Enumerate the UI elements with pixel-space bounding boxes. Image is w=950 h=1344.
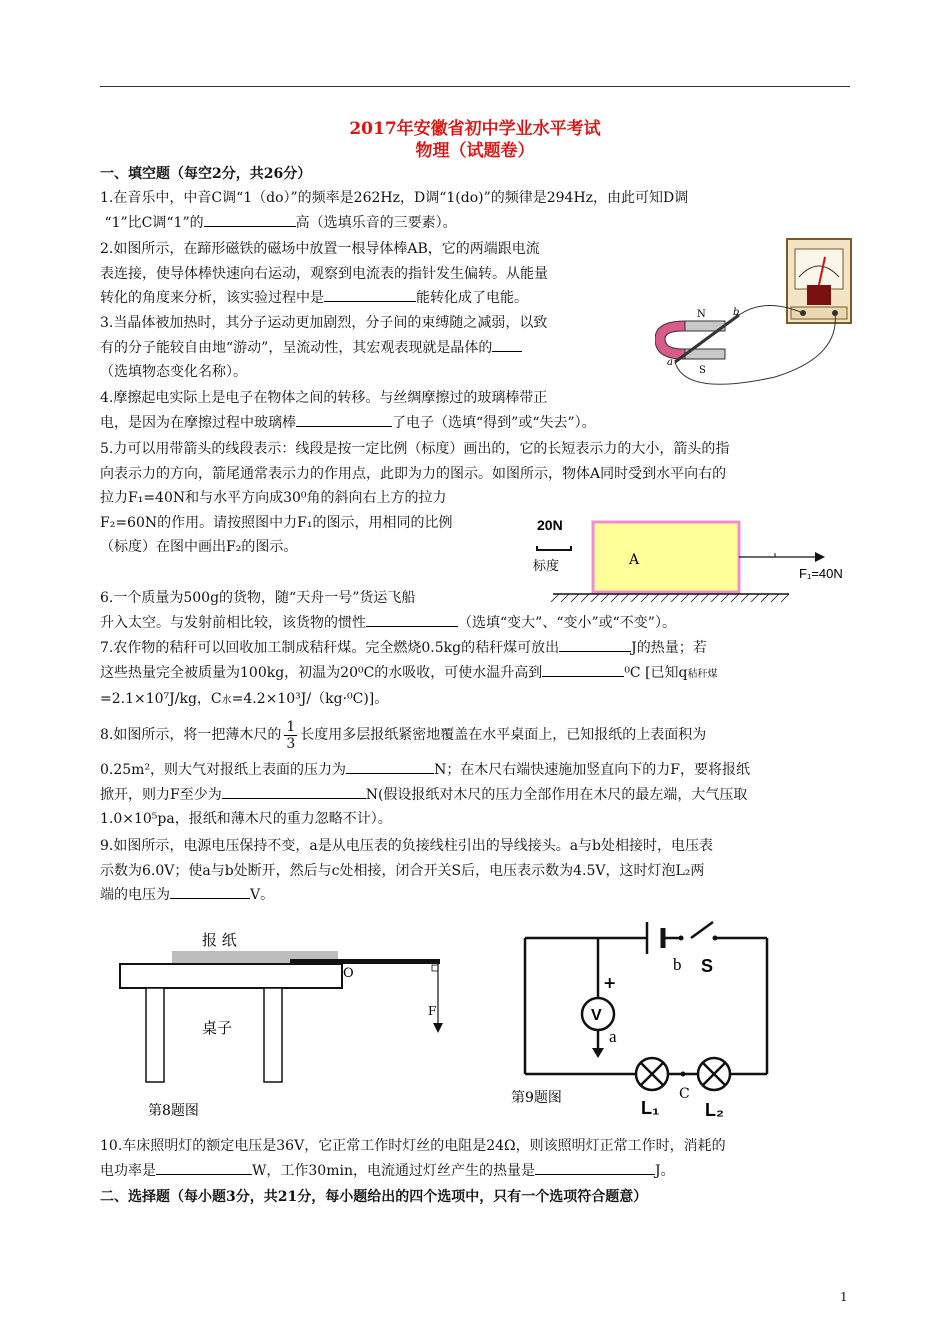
question-9 bbox=[100, 834, 852, 908]
q9-line1: 9.如图所示，电源电压保持不变，a是从电压表的负接线柱引出的导线接头。a与b处相接时，电压表 bbox=[100, 838, 714, 854]
table-top bbox=[120, 964, 342, 988]
question-2 bbox=[100, 237, 640, 311]
label-a: a bbox=[667, 357, 673, 368]
switch-s bbox=[691, 922, 713, 938]
q9-blank[interactable] bbox=[170, 884, 250, 899]
q10-line2: 电功率是 W，工作30min，电流通过灯丝产生的热量是 J。 bbox=[100, 1159, 852, 1184]
q6-blank[interactable] bbox=[366, 612, 458, 627]
q5-line5: （标度）在图中画出F₂的图示。 bbox=[100, 539, 298, 555]
q10-blank-2[interactable] bbox=[535, 1160, 655, 1175]
junction-b bbox=[679, 936, 684, 941]
q4-line2: 电，是因为在摩擦过程中玻璃棒 了电子（选填“得到”或“失去”）。 bbox=[100, 411, 852, 436]
exam-subtitle: 物理（试题卷） bbox=[415, 141, 535, 161]
q5-line1: 5.力可以用带箭头的线段表示：线段是按一定比例（标度）画出的，它的长短表示力的大小，箭头的指 bbox=[100, 441, 730, 457]
block-a-label: A bbox=[629, 552, 640, 568]
block-a bbox=[593, 522, 739, 592]
question-10 bbox=[100, 1134, 852, 1183]
q4-line1: 4.摩擦起电实际上是电子在物体之间的转移。与丝绸摩擦过的玻璃棒带正 bbox=[100, 390, 548, 406]
label-b: b bbox=[733, 307, 740, 318]
q7-line3: =2.1×10⁷J/kg，C水=4.2×10³J/（kg·⁰C)]。 bbox=[100, 691, 389, 707]
q3-line1: 3.当晶体被加热时，其分子运动更加剧烈，分子间的束缚随之减弱，以致 bbox=[100, 315, 548, 331]
label-l1: L₁ bbox=[641, 1098, 660, 1118]
q1-blank[interactable] bbox=[204, 212, 296, 227]
voltmeter-label: V bbox=[591, 1007, 602, 1024]
force-f1-label: F₁=40N bbox=[799, 566, 843, 581]
wooden-ruler bbox=[290, 959, 440, 964]
q8-blank-2[interactable] bbox=[222, 784, 366, 799]
junction-c bbox=[681, 1072, 686, 1077]
section-2-heading: 二、选择题（每小题3分，共21分，每小题给出的四个选项中，只有一个选项符合题意） bbox=[100, 1189, 648, 1205]
q6-line1: 6.一个质量为500g的货物，随“天舟一号”货运飞船 bbox=[100, 590, 416, 606]
plus-terminal-label: + bbox=[603, 973, 617, 992]
table-label: 桌子 bbox=[202, 1019, 233, 1037]
table-ruler-figure bbox=[110, 925, 470, 1125]
force-f-arrowhead bbox=[433, 1023, 443, 1033]
q5-line4: F₂=60N的作用。请按照图中力F₁的图示，用相同的比例 bbox=[100, 514, 453, 531]
q7-blank-1[interactable] bbox=[559, 637, 631, 652]
right-angle-mark bbox=[432, 965, 438, 971]
q9-line2: 示数为6.0V；使a与b处断开，然后与c处相接，闭合开关S后，电压表示数为4.5V，这时灯泡L₂两 bbox=[100, 862, 705, 879]
q3-line2: 有的分子能较自由地“游动”，呈流动性，其宏观表现就是晶体的 bbox=[100, 336, 640, 361]
force-f-label: F bbox=[428, 1004, 437, 1018]
question-8 bbox=[100, 712, 852, 832]
circuit-figure bbox=[505, 912, 785, 1122]
q8-line3: 掀开，则力F至少为 N(假设报纸对木尺的压力全部作用在木尺的最左端，大气压取 bbox=[100, 783, 852, 808]
q8-line1: 8.如图所示，将一把薄木尺的 $\frac{1}{3}$ 长度用多层报纸紧密地覆盖在水平桌面上，已知报纸的上表面积为 bbox=[100, 718, 707, 752]
q7-line1: 7.农作物的秸秆可以回收加工制成秸秆煤。完全燃烧0.5kg的秸秆煤可放出 J的热量；若 bbox=[100, 636, 852, 661]
label-s: S bbox=[701, 956, 714, 976]
q10-blank-1[interactable] bbox=[156, 1160, 252, 1175]
question-6 bbox=[100, 586, 852, 635]
q7-blank-2[interactable] bbox=[542, 662, 624, 677]
galvanometer-base bbox=[791, 307, 847, 319]
magnet-galvanometer-figure bbox=[655, 237, 855, 387]
lamp-l1 bbox=[636, 1058, 668, 1090]
lead-a-arrow bbox=[592, 1048, 604, 1058]
q3-line3: （选填物态变化名称）。 bbox=[100, 364, 247, 380]
force-f1-arrowhead bbox=[815, 552, 825, 562]
q1-line1: 1.在音乐中，中音C调“1（do）”的频率是262Hz，D调“1(do)”的频律是294Hz，由此可知D调 bbox=[100, 190, 689, 206]
paper-label: 报 纸 bbox=[202, 931, 237, 949]
q1-line2: “1”比C调“1”的 高（选填乐音的三要素）。 bbox=[100, 211, 852, 236]
section-1-heading: 一、填空题（每空2分，共26分） bbox=[100, 166, 312, 182]
label-l2: L₂ bbox=[705, 1100, 724, 1120]
q9-line3: 端的电压为 V。 bbox=[100, 883, 852, 908]
label-c: C bbox=[679, 1086, 690, 1102]
question-7 bbox=[100, 636, 852, 714]
label-a: a bbox=[609, 1027, 617, 1046]
label-n: N bbox=[697, 309, 706, 320]
label-b: b bbox=[673, 955, 682, 974]
q6-line2: 升入太空。与发射前相比较，该货物的惯性 （选填“变大”、“变小”或“不变”）。 bbox=[100, 611, 852, 636]
table-leg-right bbox=[264, 988, 282, 1082]
q10-line1: 10.车床照明灯的额定电压是36V，它正常工作时灯丝的电阻是24Ω，则该照明灯正常工作时，消耗的 bbox=[100, 1138, 726, 1154]
q8-blank-1[interactable] bbox=[346, 759, 434, 774]
question-4 bbox=[100, 386, 852, 435]
q5-line3: 拉力F₁=40N和与水平方向成30⁰角的斜向右上方的拉力 bbox=[100, 490, 447, 506]
q4-blank[interactable] bbox=[296, 412, 392, 427]
top-rule bbox=[100, 86, 850, 87]
figure-9-caption: 第9题图 bbox=[511, 1090, 562, 1106]
page-number: 1 bbox=[840, 1290, 848, 1304]
scale-value: 20N bbox=[537, 517, 563, 533]
scale-bar bbox=[537, 546, 571, 550]
q2-line3: 转化的角度来分析，该实验过程中是 能转化成了电能。 bbox=[100, 286, 640, 311]
pivot-o-label: O bbox=[343, 966, 354, 981]
lamp-l2 bbox=[698, 1058, 730, 1090]
q2-blank[interactable] bbox=[324, 287, 416, 302]
question-3 bbox=[100, 311, 640, 385]
q8-line2: 0.25m²，则大气对报纸上表面的压力为 N；在木尺右端快速施加竖直向下的力F，要将报纸 bbox=[100, 758, 852, 783]
switch-contact bbox=[713, 936, 718, 941]
galvanometer-coil bbox=[807, 285, 831, 305]
table-leg-left bbox=[146, 988, 164, 1082]
fraction-one-third: $\frac{1}{3}$ bbox=[286, 718, 296, 752]
q5-line2: 向表示力的方向，箭尾通常表示力的作用点，此即为力的图示。如图所示，物体A同时受到水平向右的 bbox=[100, 465, 727, 482]
exam-title: 2017年安徽省初中学业水平考试 bbox=[349, 119, 601, 139]
question-1 bbox=[100, 186, 852, 235]
q8-line4: 1.0×10⁵pa，报纸和薄木尺的重力忽略不计）。 bbox=[100, 811, 392, 827]
q3-blank[interactable] bbox=[492, 337, 522, 352]
figure-8-caption: 第8题图 bbox=[148, 1103, 199, 1119]
circuit-wires bbox=[525, 938, 767, 1074]
q2-line1: 2.如图所示，在蹄形磁铁的磁场中放置一根导体棒AB，它的两端跟电流 bbox=[100, 241, 540, 257]
label-s: S bbox=[699, 365, 706, 376]
q7-line2: 这些热量完全被质量为100kg，初温为20⁰C的水吸收，可使水温升高到 ⁰C [已知q秸秆煤 bbox=[100, 661, 852, 688]
scale-label: 标度 bbox=[533, 559, 560, 574]
q2-line2: 表连接，使导体棒快速向右运动，观察到电流表的指针发生偏转。从能量 bbox=[100, 265, 548, 282]
